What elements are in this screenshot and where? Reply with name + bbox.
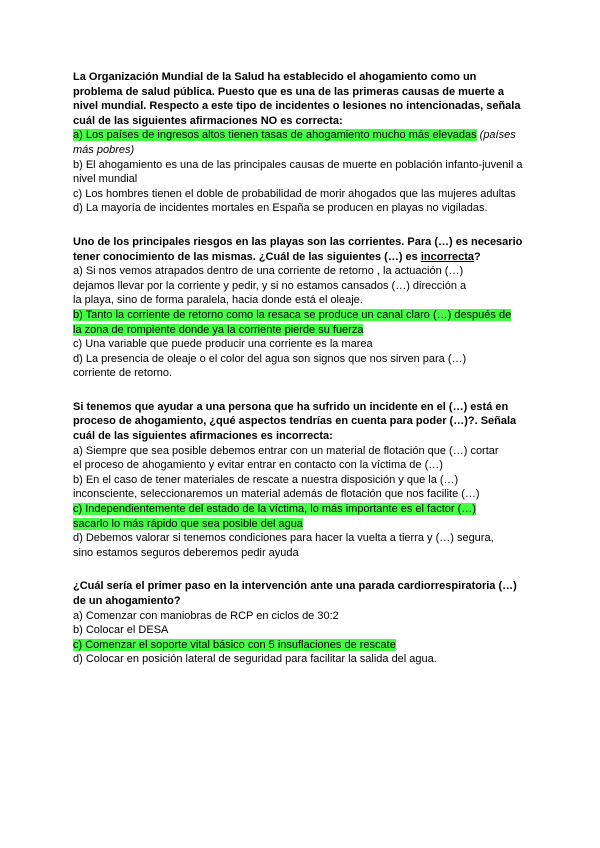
option-line: a) Si nos vemos atrapados dentro de una corriente de retorno , la actuación (…) xyxy=(73,265,464,278)
option-line: b) El ahogamiento es una de las principales causas de muerte en población infanto-juvenil a xyxy=(73,158,523,171)
option-line: c) Los hombres tienen el doble de probabilidad de morir ahogados que las mujeres adultas xyxy=(73,187,516,200)
option-line: a) Siempre que sea posible debemos entrar con un material de flotación que (…) cortar xyxy=(73,444,499,457)
option-b xyxy=(73,308,529,337)
option-a xyxy=(73,264,529,308)
option-line: d) La presencia de oleaje o el color del agua son signos que nos sirven para (…) xyxy=(73,352,467,365)
option-c xyxy=(73,638,529,653)
option-line: c) Una variable que puede producir una corriente es la marea xyxy=(73,338,373,351)
question-line: La Organización Mundial de la Salud ha establecido el ahogamiento como un xyxy=(73,71,477,83)
option-d xyxy=(73,531,529,560)
option-a xyxy=(73,444,529,473)
option-line: nivel mundial xyxy=(73,173,138,186)
option-c xyxy=(73,337,529,352)
option-a xyxy=(73,609,529,624)
option-b xyxy=(73,623,529,638)
question-1 xyxy=(73,70,529,216)
question-line: Si tenemos que ayudar a una persona que ha sufrido un incidente en el (…) está en xyxy=(73,400,509,413)
option-line: sino estamos seguros deberemos pedir ayuda xyxy=(73,546,299,559)
highlighted-answer: sacarlo lo más rápido que sea posible del agua xyxy=(73,517,303,530)
question-line: ¿Cuál sería el primer paso en la intervención ante una parada cardiorrespiratoria (…) xyxy=(73,580,517,593)
option-line: b) Colocar el DESA xyxy=(73,624,169,637)
question-line: proceso de ahogamiento, ¿qué aspectos tendrías en cuenta para poder (…)?. Señala xyxy=(73,415,517,428)
option-line: inconsciente, seleccionaremos un material además de flotación que nos facilite (…) xyxy=(73,488,480,501)
option-b xyxy=(73,473,529,502)
option-a xyxy=(73,128,529,157)
highlighted-answer: c) Comenzar el soporte vital básico con 5 insuflaciones de rescate xyxy=(73,638,396,651)
underlined-word: incorrecta xyxy=(420,250,475,263)
option-line: d) Colocar en posición lateral de seguridad para facilitar la salida del agua. xyxy=(73,653,437,666)
question-line: cuál de las siguientes afirmaciones es incorrecta: xyxy=(73,430,333,443)
option-d xyxy=(73,201,529,216)
question-line: cuál de las siguientes afirmaciones NO es correcta: xyxy=(73,114,343,127)
question-3-text xyxy=(73,400,529,444)
question-1-text xyxy=(73,70,529,128)
option-line: el proceso de ahogamiento y evitar entrar en contacto con la víctima de (…) xyxy=(73,459,443,472)
answer-note: (países más pobres) xyxy=(73,129,516,156)
highlighted-answer: b) Tanto la corriente de retorno como la resaca se produce un canal claro (…) después de xyxy=(73,308,512,321)
option-d xyxy=(73,352,529,381)
option-c xyxy=(73,187,529,202)
highlighted-answer: a) Los países de ingresos altos tienen tasas de ahogamiento mucho más elevadas xyxy=(73,129,477,142)
question-4-text xyxy=(73,579,529,608)
option-line: d) La mayoría de incidentes mortales en España se producen en playas no vigiladas. xyxy=(73,202,488,215)
highlighted-answer: c) Independientemente del estado de la víctima, lo más importante es el factor (…) xyxy=(73,503,476,516)
question-line: problema de salud pública. Puesto que es una de las primeras causas de muerte a xyxy=(73,85,504,98)
document-page xyxy=(73,70,529,686)
option-c xyxy=(73,502,529,531)
option-line: a) Comenzar con maniobras de RCP en ciclos de 30:2 xyxy=(73,609,339,622)
question-line: nivel mundial. Respecto a este tipo de incidentes o lesiones no intencionadas, señala xyxy=(73,100,521,113)
option-d xyxy=(73,652,529,667)
question-line: de un ahogamiento? xyxy=(73,595,181,607)
option-line: dejamos llevar por la corriente y pedir, y si no estamos cansados (…) dirección a xyxy=(73,279,467,292)
option-line: b) En el caso de tener materiales de rescate a nuestra disposición y que la (…) xyxy=(73,473,459,486)
question-line xyxy=(73,250,529,265)
question-4 xyxy=(73,579,529,667)
question-text: tener conocimiento de las mismas. ¿Cuál de las siguientes (…) es xyxy=(73,250,418,263)
option-line: corriente de retorno. xyxy=(73,367,173,380)
highlighted-answer: la zona de rompiente donde ya la corriente pierde su fuerza xyxy=(73,323,364,336)
option-line: la playa, sino de forma paralela, hacia donde está el oleaje. xyxy=(73,294,363,307)
option-b xyxy=(73,158,529,187)
question-3 xyxy=(73,400,529,561)
question-line: Uno de los principales riesgos en las playas son las corrientes. Para (…) es necesario xyxy=(73,235,523,248)
question-end: ? xyxy=(474,250,481,263)
option-line: d) Debemos valorar si tenemos condiciones para hacer la vuelta a tierra y (…) segura, xyxy=(73,532,494,545)
question-2 xyxy=(73,235,529,381)
question-2-text xyxy=(73,235,529,264)
